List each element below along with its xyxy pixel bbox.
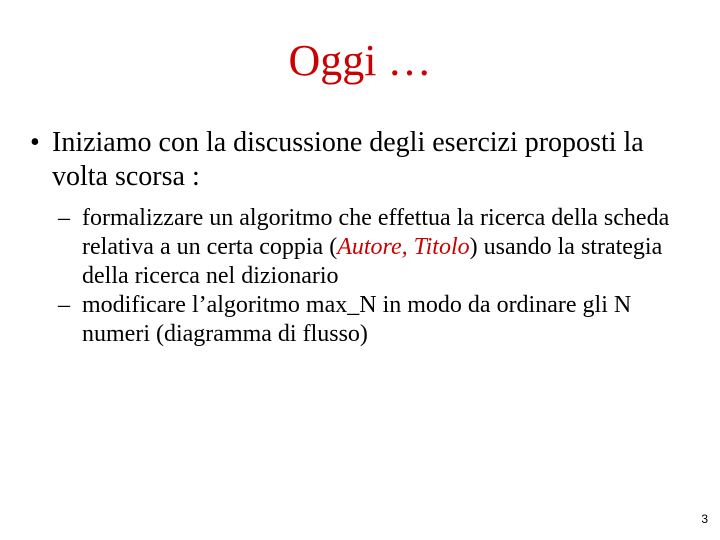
sub-bullet-text-end: ) usando la strategia della ricerca nel dizionario — [82, 234, 663, 289]
sub-bullet-text-start: formalizzare un algoritmo che effettua la ricerca della scheda relativa a un certa coppia ( — [82, 205, 670, 260]
sub-bullet-list — [58, 204, 705, 349]
page-number: 3 — [701, 512, 708, 526]
sub-bullet-item — [58, 291, 705, 349]
sub-bullet-marker: – — [58, 205, 70, 231]
sub-bullet-text — [82, 205, 669, 289]
emphasized-text: Autore, Titolo — [337, 234, 470, 260]
sub-bullet-item — [58, 204, 705, 291]
bullet-marker: • — [30, 127, 40, 158]
sub-bullet-marker: – — [58, 292, 70, 318]
bullet-text: Iniziamo con la discussione degli esercizi proposti la volta scorsa : — [52, 127, 644, 192]
sub-bullet-text: modificare l’algoritmo max_N in modo da ordinare gli N numeri (diagramma di flusso) — [82, 292, 632, 347]
bullet-list — [30, 126, 705, 349]
bullet-item — [30, 126, 705, 194]
slide-title: Oggi … — [288, 36, 432, 85]
